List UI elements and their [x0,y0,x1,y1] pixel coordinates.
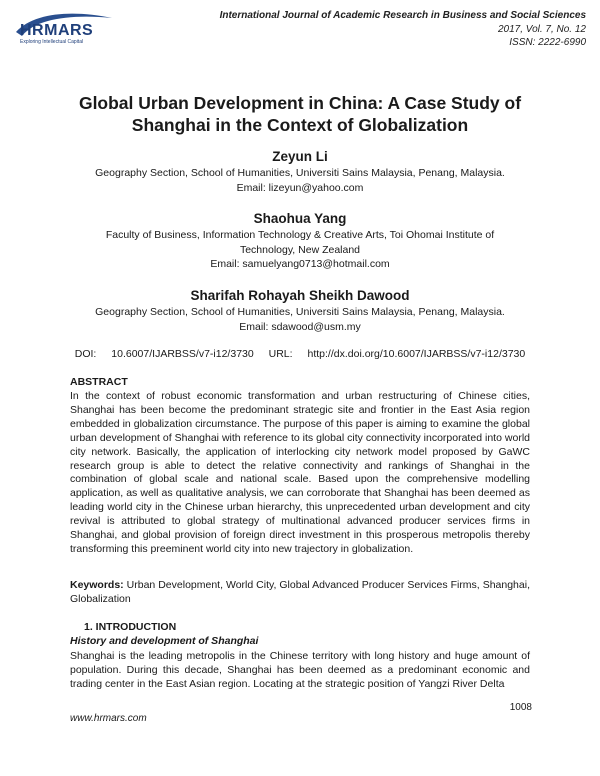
keywords-text: Urban Development, World City, Global Advanced Producer Services Firms, Shanghai, Globalization [70,579,530,605]
keywords [70,578,530,606]
doi-line [0,348,600,360]
author-email: Email: samuelyang0713@hotmail.com [210,258,390,270]
issn: ISSN: 2222-6990 [509,37,586,48]
doi-url-link[interactable]: http://dx.doi.org/10.6007/IJARBSS/v7-i12/3730 [307,348,526,360]
doi-label: DOI: [74,348,97,360]
author-block [0,210,600,272]
doi-value[interactable]: 10.6007/IJARBSS/v7-i12/3730 [111,348,254,360]
volume-info: 2017, Vol. 7, No. 12 [497,23,586,35]
author-name: Sharifah Rohayah Sheikh Dawood [190,288,410,303]
author-block [0,287,600,334]
paper-title [40,92,560,136]
author-block [0,148,600,195]
author-affiliation: Faculty of Business, Information Technology & Creative Arts, Toi Ohomai Institute of Technology, New Zealand [105,229,495,256]
author-name: Zeyun Li [272,149,328,164]
section-body: Shanghai is the leading metropolis in the Chinese territory with long history and huge amount of population. During this decade, Shanghai has been deemed as a predominant economic and trading center in the East Asian region. Locating at the strategic position of Yangzi River Delta [70,650,530,690]
url-label: URL: [268,348,293,360]
author-affiliation: Geography Section, School of Humanities, Universiti Sains Malaysia, Penang, Malaysia. [95,306,505,318]
author-email: Email: sdawood@usm.my [239,320,361,333]
abstract-text: In the context of robust economic transformation and urban restructuring of Chinese cities, Shanghai has been become the predominant strategic site and frontier in the East Asia region embedded in globalization circumstance. The purpose of this paper is aiming to examine the global urban development of Shanghai with reference to its global city connectivity incorporated into world city network. Basically, the application of interlocking city network model proposed by GaWC research group is able to detect the relative connectivity and rankings of Shanghai in the combination of global scale and national scale. Based upon the comprehensive modelling application, as well as qualitative analysis, we can corroborate that Shanghai has been deemed as leading world city in the Chinese urban hierarchy, this unprecedented urban development and city revival is attributed to global strategy of multinational advanced producer services firms in Shanghai, and global provision of foreign direct investment in this prosperous metropolis thereby transforming this preeminent world city into new trajectory in globalization. [70,390,530,555]
journal-name: International Journal of Academic Research in Business and Social Sciences [219,10,586,21]
journal-header [220,9,586,50]
abstract-heading: ABSTRACT [70,376,128,388]
footer-website[interactable]: www.hrmars.com [70,713,147,724]
section-heading: 1. INTRODUCTION [84,621,177,633]
title-line-2: Shanghai in the Context of Globalization [131,115,469,135]
logo-tagline: Exploring Intellectual Capital [20,39,84,45]
section-subheading: History and development of Shanghai [70,635,259,647]
author-name: Shaohua Yang [253,211,347,226]
author-email: Email: lizeyun@yahoo.com [236,181,364,194]
title-line-1: Global Urban Development in China: A Case Study of [78,93,522,113]
page-number: 1008 [509,702,532,713]
logo-text: HRMARS [20,22,94,39]
author-affiliation: Geography Section, School of Humanities, Universiti Sains Malaysia, Penang, Malaysia. [95,167,505,179]
keywords-label: Keywords: [70,579,124,591]
